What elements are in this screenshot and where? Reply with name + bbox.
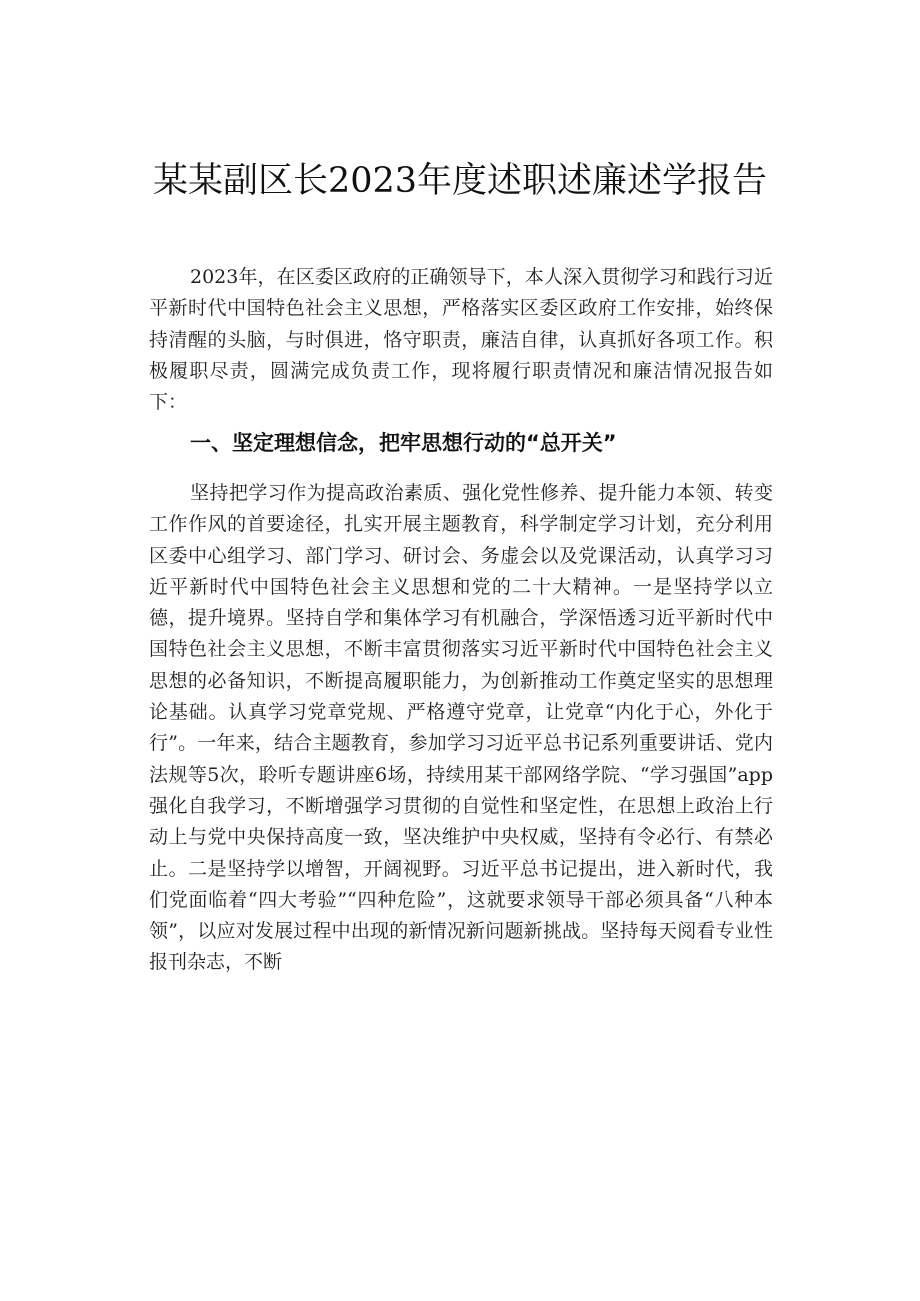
intro-paragraph: 2023年，在区委区政府的正确领导下，本人深入贯彻学习和践行习近平新时代中国特色社会主义思想，严格落实区委区政府工作安排，始终保持清醒的头脑，与时俱进，恪守职责，廉洁自律，认真抓好各项工作。积极履职尽责，圆满完成负责工作，现将履行职责情况和廉洁情况报告如下： — [149, 266, 773, 414]
section-heading-1: 一、坚定理想信念，把牢思想行动的“总开关” — [190, 431, 617, 455]
section-1-paragraph: 坚持把学习作为提高政治素质、强化党性修养、提升能力本领、转变工作作风的首要途径，扎实开展主题教育，科学制定学习计划，充分利用区委中心组学习、部门学习、研讨会、务虚会以及党课活动，认真学习习近平新时代中国特色社会主义思想和党的二十大精神。一是坚持学以立德，提升境界。坚持自学和集体学习有机融合，学深悟透习近平新时代中国特色社会主义思想，不断丰富贯彻落实习近平新时代中国特色社会主义思想的必备知识，不断提高履职能力，为创新推动工作奠定坚实的思想理论基础。认真学习党章党规、严格遵守党章，让党章“内化于心，外化于行”。一年来，结合主题教育，参加学习习近平总书记系列重要讲话、党内法规等5次，聆听专题讲座6场，持续用某干部网络学院、“学习强国”app强化自我学习，不断增强学习贯彻的自觉性和坚定性，在思想上政治上行动上与党中央保持高度一致，坚决维护中央权威，坚持有令必行、有禁必止。二是坚持学以增智，开阔视野。习近平总书记提出，进入新时代，我们党面临着“四大考验”“四种危险”，这就要求领导干部必须具备“八种本领”，以应对发展过程中出现的新情况新问题新挑战。坚持每天阅看专业性报刊杂志，不断 — [149, 482, 773, 974]
document-title: 某某副区长2023年度述职述廉述学报告 — [152, 161, 768, 201]
